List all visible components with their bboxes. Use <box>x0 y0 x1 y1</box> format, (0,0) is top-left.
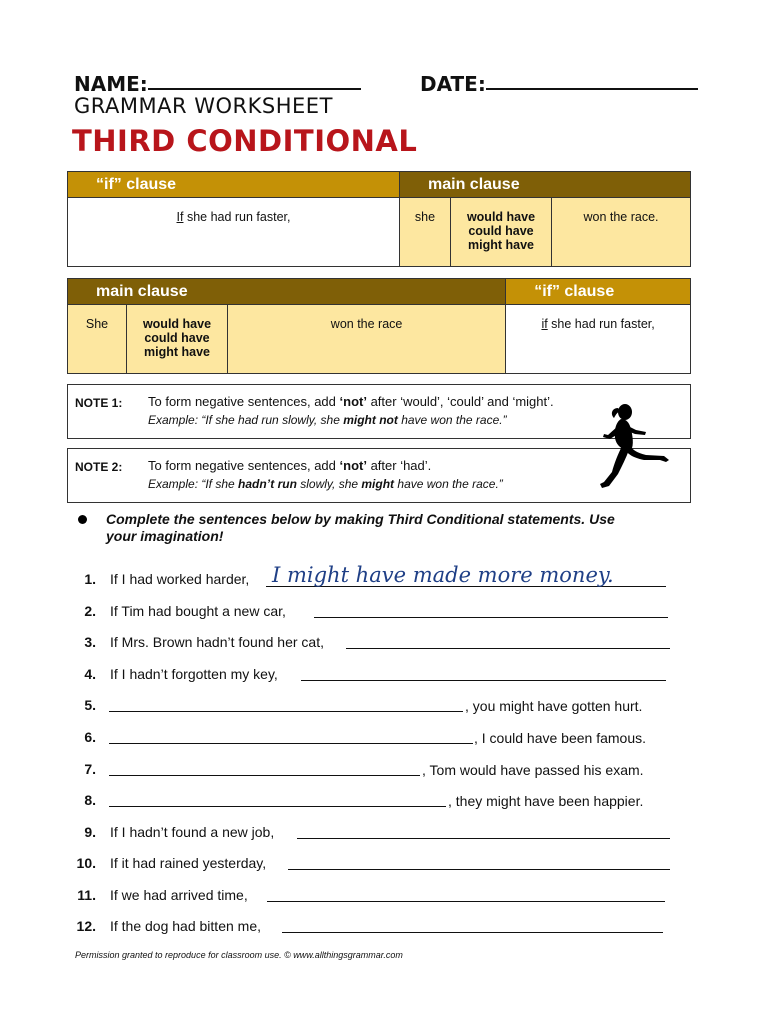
cell-subject-2: She <box>68 305 127 374</box>
if-word: if <box>541 317 548 331</box>
instructions <box>106 511 615 545</box>
exercise-prompt: If the dog had bitten me, <box>110 918 261 934</box>
exercise-number: 7. <box>84 761 96 777</box>
date-field[interactable] <box>486 88 698 90</box>
exercise-prompt: , Tom would have passed his exam. <box>422 762 644 778</box>
worksheet-subtitle: GRAMMAR WORKSHEET <box>74 94 333 118</box>
answer-line[interactable] <box>109 711 463 712</box>
exercise-prompt: If I had worked harder, <box>110 571 250 587</box>
exercise-prompt: , you might have gotten hurt. <box>465 698 643 714</box>
note-2-text: To form negative sentences, add ‘not’ after ‘had’. <box>148 458 432 473</box>
answer-line[interactable] <box>346 648 670 649</box>
exercise-prompt: If Mrs. Brown hadn’t found her cat, <box>110 634 324 650</box>
exercise-number: 4. <box>84 666 96 682</box>
exercise-number: 10. <box>76 855 96 871</box>
note-1-example: Example: “If she had run slowly, she might not have won the race.” <box>148 413 507 427</box>
exercise-prompt: , I could have been famous. <box>474 730 646 746</box>
header-main-clause: main clause <box>400 172 691 198</box>
answer-line[interactable] <box>297 838 670 839</box>
exercise-prompt: If I hadn’t found a new job, <box>110 824 275 840</box>
structure-table-if-first <box>67 171 691 267</box>
exercise-number: 2. <box>84 603 96 619</box>
date-label: DATE: <box>420 72 486 96</box>
structure-table-main-first <box>67 278 691 374</box>
exercise-prompt: If I hadn’t forgotten my key, <box>110 666 278 682</box>
cell-result: won the race. <box>552 198 691 267</box>
if-clause-text: she had run faster, <box>183 210 291 224</box>
instructions-line-1: Complete the sentences below by making Third Conditional statements. Use <box>106 511 615 527</box>
cell-subject: she <box>400 198 451 267</box>
cell-modals-2 <box>127 305 228 374</box>
exercise-number: 3. <box>84 634 96 650</box>
header-if-clause-2: “if” clause <box>506 279 691 305</box>
exercise-prompt: If it had rained yesterday, <box>110 855 267 871</box>
answer-line[interactable] <box>267 901 665 902</box>
answer-line[interactable] <box>109 743 473 744</box>
exercise-number: 6. <box>84 729 96 745</box>
name-field[interactable] <box>148 88 361 90</box>
bullet-icon <box>78 515 87 524</box>
exercise-prompt: , they might have been happier. <box>448 793 644 809</box>
cell-if-clause-2 <box>506 305 691 374</box>
cell-result-2: won the race <box>228 305 506 374</box>
note-1-text: To form negative sentences, add ‘not’ after ‘would’, ‘could’ and ‘might’. <box>148 394 554 409</box>
note-2-label: NOTE 2: <box>75 460 123 474</box>
exercise-prompt: If we had arrived time, <box>110 887 248 903</box>
note-2-example: Example: “If she hadn’t run slowly, she might have won the race.” <box>148 477 503 491</box>
answer-line[interactable] <box>301 680 666 681</box>
modal-would: would have <box>142 317 212 331</box>
exercise-number: 12. <box>76 918 96 934</box>
cell-if-clause <box>68 198 400 267</box>
modal-might: might have <box>468 238 534 252</box>
answer-line[interactable] <box>109 806 446 807</box>
answer-line[interactable] <box>288 869 670 870</box>
note-1-label: NOTE 1: <box>75 396 123 410</box>
name-label: NAME: <box>74 72 148 96</box>
modal-would: would have <box>466 210 536 224</box>
cell-modals <box>451 198 552 267</box>
if-word: If <box>176 210 184 224</box>
exercise-number: 1. <box>84 571 96 587</box>
answer-line[interactable] <box>109 775 420 776</box>
exercise-prompt: If Tim had bought a new car, <box>110 603 286 619</box>
header-main-clause-2: main clause <box>68 279 506 305</box>
exercise-number: 5. <box>84 697 96 713</box>
answer-line[interactable] <box>314 617 668 618</box>
modal-could: could have <box>468 224 534 238</box>
header-if-clause: “if” clause <box>68 172 400 198</box>
exercise-number: 11. <box>77 887 96 903</box>
footer-permission: Permission granted to reproduce for classroom use. © www.allthingsgrammar.com <box>75 950 403 960</box>
modal-might: might have <box>144 345 210 359</box>
page-title: THIRD CONDITIONAL <box>72 124 418 158</box>
if-clause-text: she had run faster, <box>547 317 655 331</box>
instructions-line-2: your imagination! <box>106 528 224 544</box>
runner-silhouette-icon <box>594 402 676 492</box>
handwritten-answer: I might have made more money. <box>272 563 614 587</box>
answer-line[interactable] <box>282 932 663 933</box>
exercise-number: 8. <box>84 792 96 808</box>
modal-could: could have <box>144 331 210 345</box>
exercise-number: 9. <box>84 824 96 840</box>
